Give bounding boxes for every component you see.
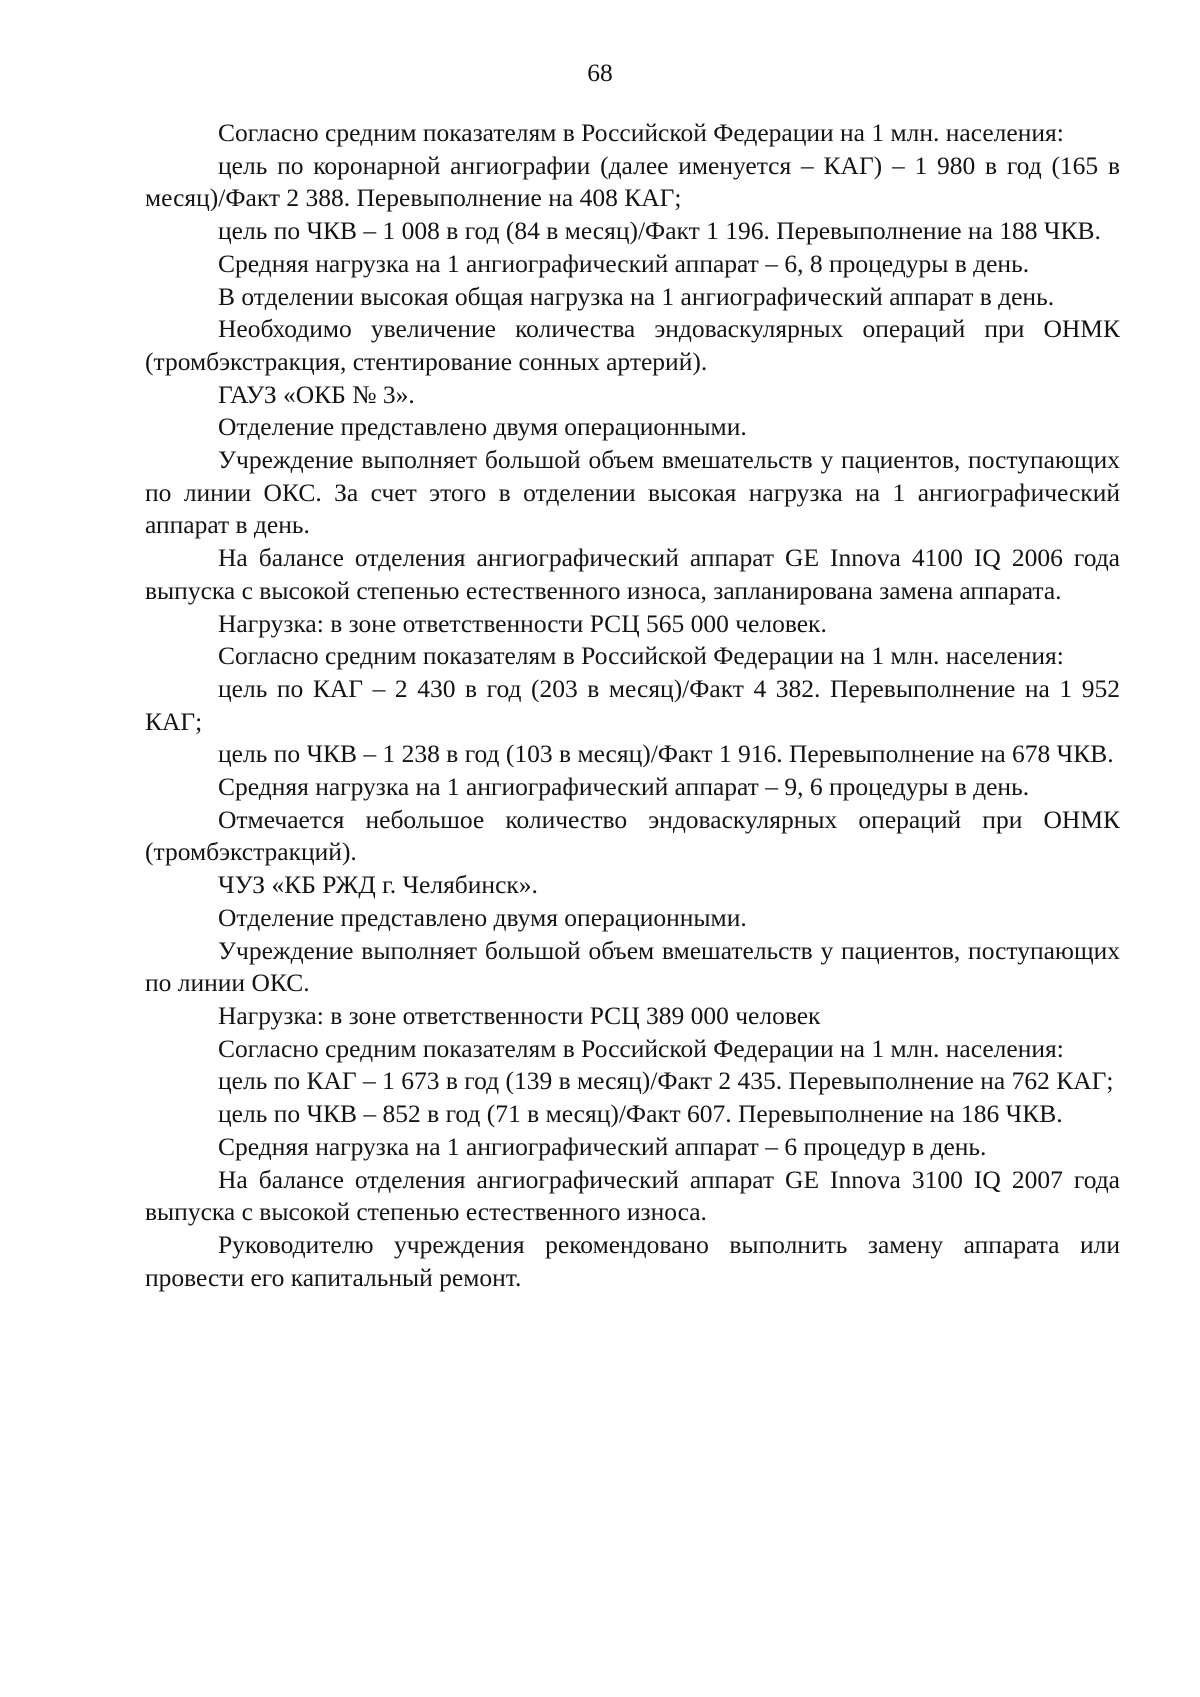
paragraph-rf-averages-3: Согласно средним показателям в Российской Федерации на 1 млн. населения: xyxy=(218,1033,1064,1063)
paragraph-avg-load-1: Средняя нагрузка на 1 ангиографический аппарат – 6, 8 процедуры в день. xyxy=(218,248,1030,278)
paragraph-chkv-target-3: цель по ЧКВ – 852 в год (71 в месяц)/Факт 607. Перевыполнение на 186 ЧКВ. xyxy=(218,1099,1063,1129)
paragraph-avg-load-2: Средняя нагрузка на 1 ангиографический аппарат – 9, 6 процедуры в день. xyxy=(218,772,1030,802)
paragraph-oks-volume-1: Учреждение выполняет большой объем вмешательств у пациентов, поступающих по линии ОКС. За счет этого в отделении высокая нагрузка на 1 ангиографический аппарат в день. xyxy=(145,445,1120,540)
paragraph-onmk-small: Отмечается небольшое количество эндоваскулярных операций при ОНМК (тромбэкстракций). xyxy=(145,804,1120,867)
paragraph-rf-averages-1: Согласно средним показателям в Российской Федерации на 1 млн. населения: xyxy=(218,118,1064,147)
paragraph-institution-kb-rzhd: ЧУЗ «КБ РЖД г. Челябинск». xyxy=(218,870,538,900)
paragraph-high-load-1: В отделении высокая общая нагрузка на 1 ангиографический аппарат в день. xyxy=(218,281,1055,311)
paragraph-kag-target-3: цель по КАГ – 1 673 в год (139 в месяц)/Факт 2 435. Перевыполнение на 762 КАГ; xyxy=(218,1066,1114,1096)
paragraph-oks-volume-2: Учреждение выполняет большой объем вмешательств у пациентов, поступающих по линии ОКС. xyxy=(145,935,1120,998)
paragraph-recommendation: Руководителю учреждения рекомендовано выполнить замену аппарата или провести его капитальный ремонт. xyxy=(145,1229,1120,1292)
paragraph-population-load-2: Нагрузка: в зоне ответственности РСЦ 389 000 человек xyxy=(218,1000,821,1030)
paragraph-equipment-innova-3100: На балансе отделения ангиографический аппарат GE Innova 3100 IQ 2007 года выпуска с высокой степенью естественного износа. xyxy=(145,1164,1120,1227)
body-text xyxy=(145,117,1120,1294)
paragraph-population-load-1: Нагрузка: в зоне ответственности РСЦ 565 000 человек. xyxy=(218,608,827,638)
paragraph-institution-okb3: ГАУЗ «ОКБ № 3». xyxy=(218,379,415,409)
paragraph-two-operating-rooms-2: Отделение представлено двумя операционными. xyxy=(218,902,747,932)
paragraph-kag-target-1: цель по коронарной ангиографии (далее именуется – КАГ) – 1 980 в год (165 в месяц)/Факт 2 388. Перевыполнение на 408 КАГ; xyxy=(145,150,1120,213)
paragraph-chkv-target-1: цель по ЧКВ – 1 008 в год (84 в месяц)/Факт 1 196. Перевыполнение на 188 ЧКВ. xyxy=(218,216,1101,246)
paragraph-kag-target-2: цель по КАГ – 2 430 в год (203 в месяц)/Факт 4 382. Перевыполнение на 1 952 КАГ; xyxy=(145,673,1120,736)
page-number: 68 xyxy=(587,58,613,87)
paragraph-avg-load-3: Средняя нагрузка на 1 ангиографический аппарат – 6 процедур в день. xyxy=(218,1131,987,1161)
paragraph-rf-averages-2: Согласно средним показателям в Российской Федерации на 1 млн. населения: xyxy=(218,641,1064,671)
paragraph-chkv-target-2: цель по ЧКВ – 1 238 в год (103 в месяц)/Факт 1 916. Перевыполнение на 678 ЧКВ. xyxy=(218,739,1114,769)
paragraph-two-operating-rooms-1: Отделение представлено двумя операционными. xyxy=(218,412,747,442)
paragraph-equipment-innova-4100: На балансе отделения ангиографический аппарат GE Innova 4100 IQ 2006 года выпуска с высокой степенью естественного износа, запланирована замена аппарата. xyxy=(145,543,1120,605)
paragraph-onmk-increase: Необходимо увеличение количества эндоваскулярных операций при ОНМК (тромбэкстракция, стентирование сонных артерий). xyxy=(145,314,1120,376)
